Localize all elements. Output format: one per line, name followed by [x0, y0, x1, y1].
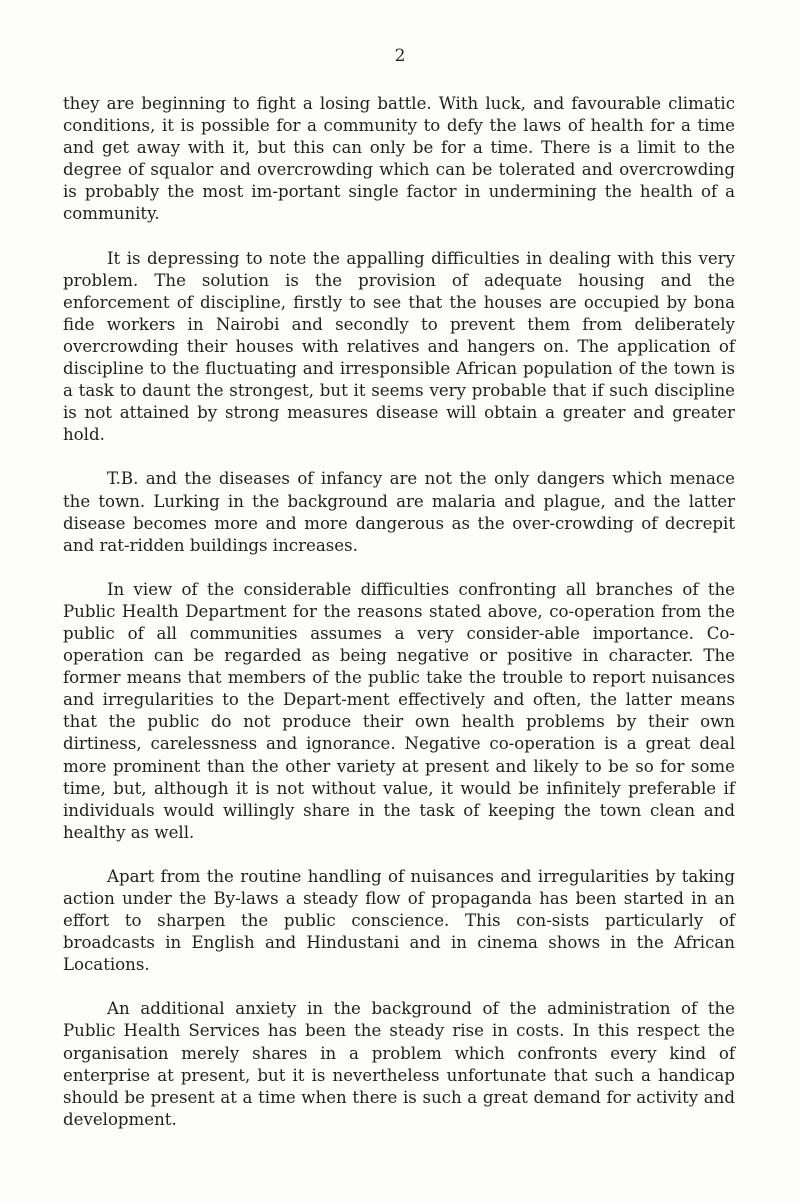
- body-text: [63, 93, 735, 1131]
- paragraph-1: they are beginning to fight a losing battle. With luck, and favourable climatic conditions, it is possible for a community to defy the laws of health for a time and get away with it, but this can only be for a time. There is a limit to the degree of squalor and overcrowding which can be tolerated and overcrowding is probably the most im-portant single factor in undermining the health of a community.: [63, 94, 735, 224]
- paragraph-4: In view of the considerable difficulties confronting all branches of the Public Health Department for the reasons stated above, co-operation from the public of all communities assumes a very consider-able importance. Co-operation can be regarded as being negative or positive in character. The former means that members of the public take the trouble to report nuisances and irregularities to the Depart-ment effectively and often, the latter means that the public do not produce their own health problems by their own dirtiness, carelessness and ignorance. Negative co-operation is a great deal more prominent than the other variety at present and likely to be so for some time, but, although it is not without value, it would be infinitely preferable if individuals would willingly share in the task of keeping the town clean and healthy as well.: [63, 579, 735, 842]
- paragraph-2: It is depressing to note the appalling difficulties in dealing with this very problem. The solution is the provision of adequate housing and the enforcement of discipline, firstly to see that the houses are occupied by bona fide workers in Nairobi and secondly to prevent them from deliberately overcrowding their houses with relatives and hangers on. The application of discipline to the fluctuating and irresponsible African population of the town is a task to daunt the strongest, but it seems very probable that if such discipline is not attained by strong measures disease will obtain a greater and greater hold.: [63, 248, 735, 445]
- paragraph-5: Apart from the routine handling of nuisances and irregularities by taking action under the By-laws a steady flow of propaganda has been started in an effort to sharpen the public conscience. This con-sists particularly of broadcasts in English and Hindustani and in cinema shows in the African Locations.: [63, 866, 735, 975]
- paragraph-6: An additional anxiety in the background of the administration of the Public Health Services has been the steady rise in costs. In this respect the organisation merely shares in a problem which confronts every kind of enterprise at present, but it is nevertheless unfortunate that such a handicap should be present at a time when there is such a great demand for activity and development.: [63, 999, 735, 1129]
- paragraph-3: T.B. and the diseases of infancy are not the only dangers which menace the town. Lurking in the background are malaria and plague, and the latter disease becomes more and more dangerous as the over-crowding of decrepit and rat-ridden buildings increases.: [63, 469, 735, 555]
- page-number: 2: [394, 46, 406, 66]
